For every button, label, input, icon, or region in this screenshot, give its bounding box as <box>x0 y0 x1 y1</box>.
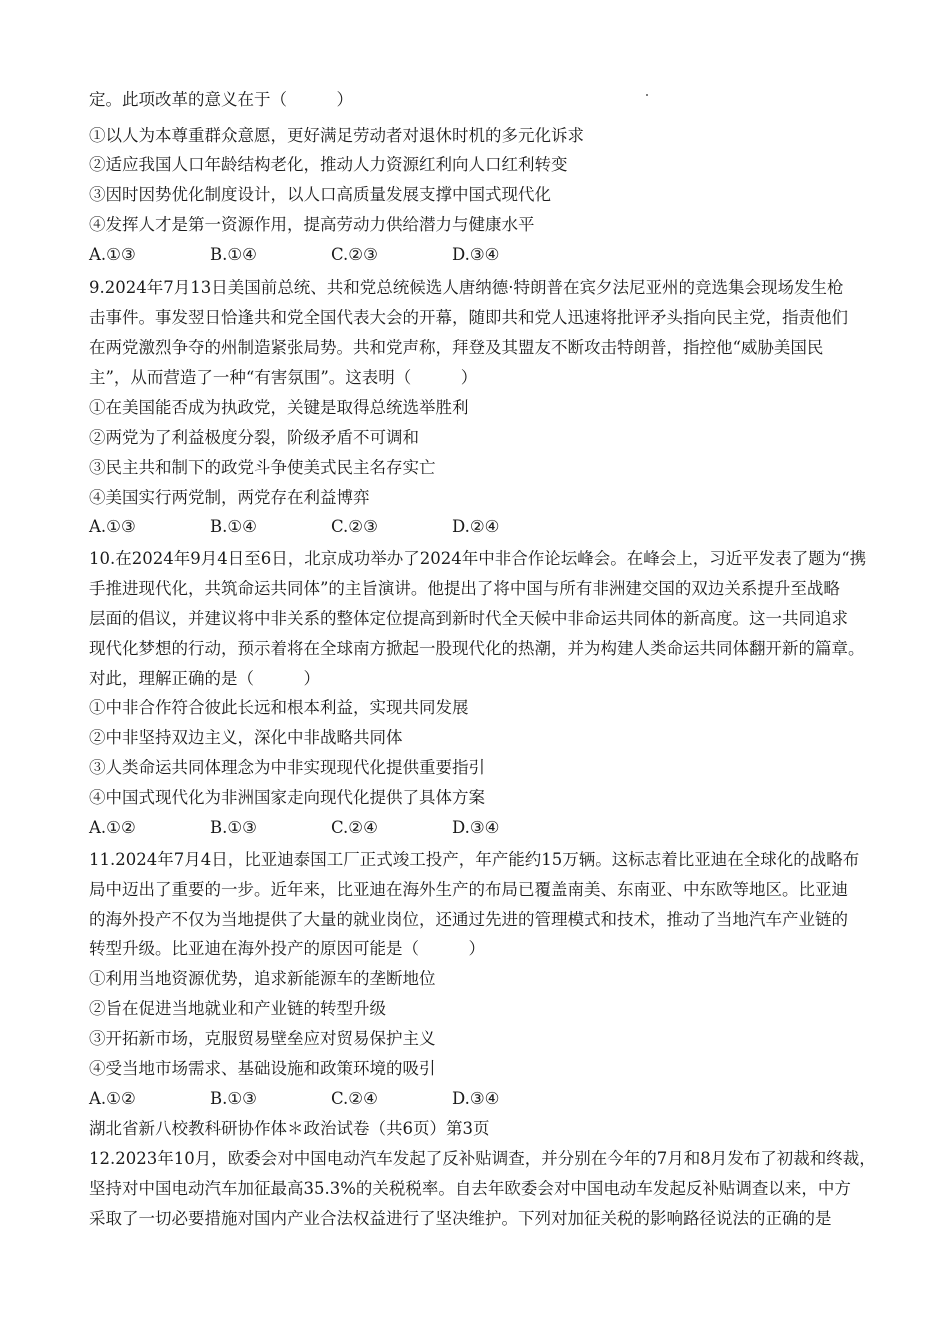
q11-statement-4: ④受当地市场需求、基础设施和政策环境的吸引 <box>89 1059 436 1078</box>
q12-stem-line-2: 坚持对中国电动汽车加征最高35.3%的关税税率。自去年欧委会对中国电动车发起反补贴调查以来，中方 <box>89 1179 851 1198</box>
q11-statement-2: ②旨在促进当地就业和产业链的转型升级 <box>89 999 386 1018</box>
q8-options <box>89 243 573 267</box>
q9-statement-3: ③民主共和制下的政党斗争使美式民主名存实亡 <box>89 458 436 477</box>
q10-stem-line-2: 手推进现代化，共筑命运共同体”的主旨演讲。他提出了将中国与所有非洲建交国的双边关系提升至战略 <box>89 579 840 598</box>
q9-option-c: C.②③ <box>331 517 378 536</box>
q10-stem-line-1: 10.在2024年9月4日至6日，北京成功举办了2024年中非合作论坛峰会。在峰会上，习近平发表了题为“携 <box>89 549 867 568</box>
page-footer: 湖北省新八校教科研协作体＊政治试卷（共6页）第3页 <box>89 1119 490 1138</box>
q9-stem-line-3: 在两党激烈争夺的州制造紧张局势。共和党声称，拜登及其盟友不断攻击特朗普，指控他“威胁美国民 <box>89 338 824 357</box>
q9-option-b: B.①④ <box>210 517 257 536</box>
q9-stem-line-1: 9.2024年7月13日美国前总统、共和党总统候选人唐纳德·特朗普在宾夕法尼亚州的竞选集会现场发生枪 <box>89 278 844 297</box>
q8-option-d: D.③④ <box>452 245 500 264</box>
q10-statement-2: ②中非坚持双边主义，深化中非战略共同体 <box>89 728 403 747</box>
q8-option-c: C.②③ <box>331 245 378 264</box>
q11-option-b: B.①③ <box>210 1089 257 1108</box>
q9-stem-line-4: 主”，从而营造了一种“有害氛围”。这表明（ ） <box>89 368 478 387</box>
q11-statement-3: ③开拓新市场，克服贸易壁垒应对贸易保护主义 <box>89 1029 436 1048</box>
q9-options <box>89 515 573 539</box>
q10-statement-3: ③人类命运共同体理念为中非实现现代化提供重要指引 <box>89 758 485 777</box>
q8-option-b: B.①④ <box>210 245 257 264</box>
q8-statement-1: ①以人为本尊重群众意愿，更好满足劳动者对退休时机的多元化诉求 <box>89 126 584 145</box>
q10-option-d: D.③④ <box>452 818 500 837</box>
q9-statement-1: ①在美国能否成为执政党，关键是取得总统选举胜利 <box>89 398 469 417</box>
q12-stem-line-1: 12.2023年10月，欧委会对中国电动汽车发起了反补贴调查，并分别在今年的7月和8月发布了初裁和终裁， <box>89 1149 876 1168</box>
q12-stem-line-3: 采取了一切必要措施对国内产业合法权益进行了坚决维护。下列对加征关税的影响路径说法的正确的是 <box>89 1209 832 1228</box>
q10-option-a: A.①② <box>89 818 136 837</box>
q11-stem-line-3: 的海外投产不仅为当地提供了大量的就业岗位，还通过先进的管理模式和技术，推动了当地汽车产业链的 <box>89 910 848 929</box>
q10-stem-line-3: 层面的倡议，并建议将中非关系的整体定位提高到新时代全天候中非命运共同体的新高度。这一共同追求 <box>89 609 848 628</box>
q11-option-d: D.③④ <box>452 1089 500 1108</box>
q10-option-b: B.①③ <box>210 818 257 837</box>
q10-stem-line-4: 现代化梦想的行动，预示着将在全球南方掀起一股现代化的热潮，并为构建人类命运共同体翻开新的篇章。 <box>89 639 865 658</box>
q11-option-a: A.①② <box>89 1089 136 1108</box>
q11-options <box>89 1087 573 1111</box>
q10-statement-4: ④中国式现代化为非洲国家走向现代化提供了具体方案 <box>89 788 485 807</box>
q11-option-c: C.②④ <box>331 1089 378 1108</box>
q9-option-d: D.②④ <box>452 517 500 536</box>
q11-statement-1: ①利用当地资源优势，追求新能源车的垄断地位 <box>89 969 436 988</box>
q11-stem-line-2: 局中迈出了重要的一步。近年来，比亚迪在海外生产的布局已覆盖南美、东南亚、中东欧等地区。比亚迪 <box>89 880 848 899</box>
q8-statement-4: ④发挥人才是第一资源作用，提高劳动力供给潜力与健康水平 <box>89 215 535 234</box>
q9-stem-line-2: 击事件。事发翌日恰逢共和党全国代表大会的开幕，随即共和党人迅速将批评矛头指向民主党，指责他们 <box>89 308 848 327</box>
q8-statement-3: ③因时因势优化制度设计，以人口高质量发展支撑中国式现代化 <box>89 185 551 204</box>
q10-statement-1: ①中非合作符合彼此长远和根本利益，实现共同发展 <box>89 698 469 717</box>
q8-statement-2: ②适应我国人口年龄结构老化，推动人力资源红利向人口红利转变 <box>89 155 568 174</box>
q8-option-a: A.①③ <box>89 245 136 264</box>
q9-statement-2: ②两党为了利益极度分裂，阶级矛盾不可调和 <box>89 428 419 447</box>
q10-option-c: C.②④ <box>331 818 378 837</box>
q10-stem-line-5: 对此，理解正确的是（ ） <box>89 669 320 688</box>
q9-option-a: A.①③ <box>89 517 136 536</box>
q11-stem-line-4: 转型升级。比亚迪在海外投产的原因可能是（ ） <box>89 939 485 958</box>
q8-stem-end: 定。此项改革的意义在于（ ） <box>89 90 353 109</box>
q10-options <box>89 816 573 840</box>
q11-stem-line-1: 11.2024年7月4日，比亚迪泰国工厂正式竣工投产，年产能约15万辆。这标志着比亚迪在全球化的战略布 <box>89 850 860 869</box>
q9-statement-4: ④美国实行两党制，两党存在利益博弈 <box>89 488 370 507</box>
